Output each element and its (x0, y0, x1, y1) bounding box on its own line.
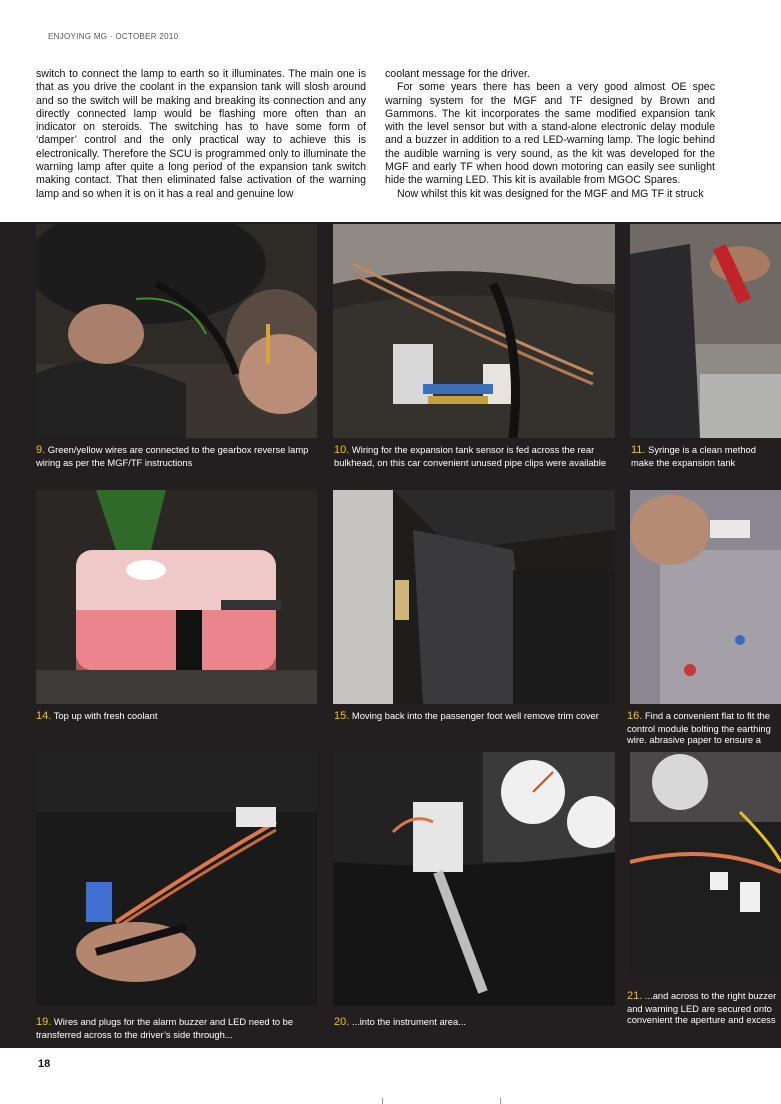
issue-date: OCTOBER 2010 (115, 32, 179, 41)
article-paragraph: For some years there has been a very good almost OE spec warning system for the MGF and TF designed by Brown and Gammons. The kit incorporates the same modified expansion tank with the level sensor but with a stand-alone electronic delay module and a buzzer in addition to a red LED-warning lamp. The logic behind the audible warning is very sound, as the kit was developed for the MGF and early TF when hood down motoring can easily see sunlight hide the warning LED. This kit is available from MGOC Spares. (385, 81, 715, 187)
photo-gallery (0, 222, 781, 1048)
caption-number: 16. (627, 710, 643, 722)
running-head (48, 32, 178, 41)
caption-text: Wiring for the expansion tank sensor is fed across the rear bulkhead, on this car convenient unused pipe clips were available (334, 444, 607, 468)
caption-number: 10. (334, 444, 350, 456)
caption-number: 9. (36, 444, 46, 456)
photo-10-bulkhead-wiring (333, 224, 615, 438)
caption-text: Wires and plugs for the alarm buzzer and LED need to be transferred across to the driver’s side through... (36, 1016, 294, 1040)
magazine-name: ENJOYING MG (48, 32, 108, 41)
caption-15 (334, 710, 616, 723)
caption-text: ...into the instrument area... (349, 1016, 467, 1027)
photo-11-syringe (630, 224, 781, 438)
caption-number: 11. (631, 444, 646, 456)
article-paragraph: Now whilst this kit was designed for the MGF and MG TF it struck (397, 187, 704, 200)
caption-text: Find a convenient flat to fit the control module bolting the earthing wire. abrasive paper to ensure a (627, 710, 771, 745)
article-paragraph: switch to connect the lamp to earth so it illuminates. The main one is that as you drive the coolant in the expansion tank will slosh around and so the switch will be making and breaking its connection and any directly connected lamp would be flashing more often than an indicator on steroids. The switching has to have some form of ‘damper’ control and the only practical way to achieve this is electronically. Therefore the SCU is programmed only to illuminate the warning lamp after quite a long period of the expansion tank switch making contact. That then eliminated false activation of the warning lamp and so when it is on it has a real and genuine low (36, 68, 366, 200)
photo-15-footwell-trim (333, 490, 615, 704)
photo-20-instrument-area (333, 752, 615, 1006)
caption-21 (627, 990, 781, 1026)
caption-10 (334, 444, 616, 468)
caption-9 (36, 444, 317, 468)
caption-11 (631, 444, 781, 468)
crop-mark (500, 1098, 501, 1104)
photo-21-right-side (630, 752, 781, 974)
caption-14 (36, 710, 317, 723)
article-column-right (385, 68, 715, 201)
caption-number: 20. (334, 1016, 350, 1028)
caption-text: Top up with fresh coolant (51, 710, 158, 721)
photo-9-gearbox-wiring (36, 224, 317, 438)
crop-mark (382, 1098, 383, 1104)
header-separator: - (107, 32, 116, 41)
page-number: 18 (38, 1058, 51, 1070)
caption-number: 15. (334, 710, 350, 722)
article-column-left (36, 68, 366, 201)
caption-number: 14. (36, 710, 52, 722)
caption-text: ...and across to the right buzzer and warning LED are secured onto convenient the aperture and excess (627, 990, 777, 1025)
caption-text: Moving back into the passenger foot well remove trim cover (349, 710, 599, 721)
caption-number: 21. (627, 990, 643, 1002)
caption-number: 19. (36, 1016, 52, 1028)
caption-19 (36, 1016, 317, 1040)
caption-text: Syringe is a clean method make the expansion tank (631, 444, 756, 468)
photo-16-control-module (630, 490, 781, 704)
caption-20 (334, 1016, 616, 1029)
photo-19-buzzer-wires (36, 752, 317, 1006)
photo-14-coolant-top-up (36, 490, 317, 704)
caption-16 (627, 710, 781, 746)
caption-text: Green/yellow wires are connected to the gearbox reverse lamp wiring as per the MGF/TF instructions (36, 444, 309, 468)
article-paragraph: coolant message for the driver. (385, 68, 530, 80)
